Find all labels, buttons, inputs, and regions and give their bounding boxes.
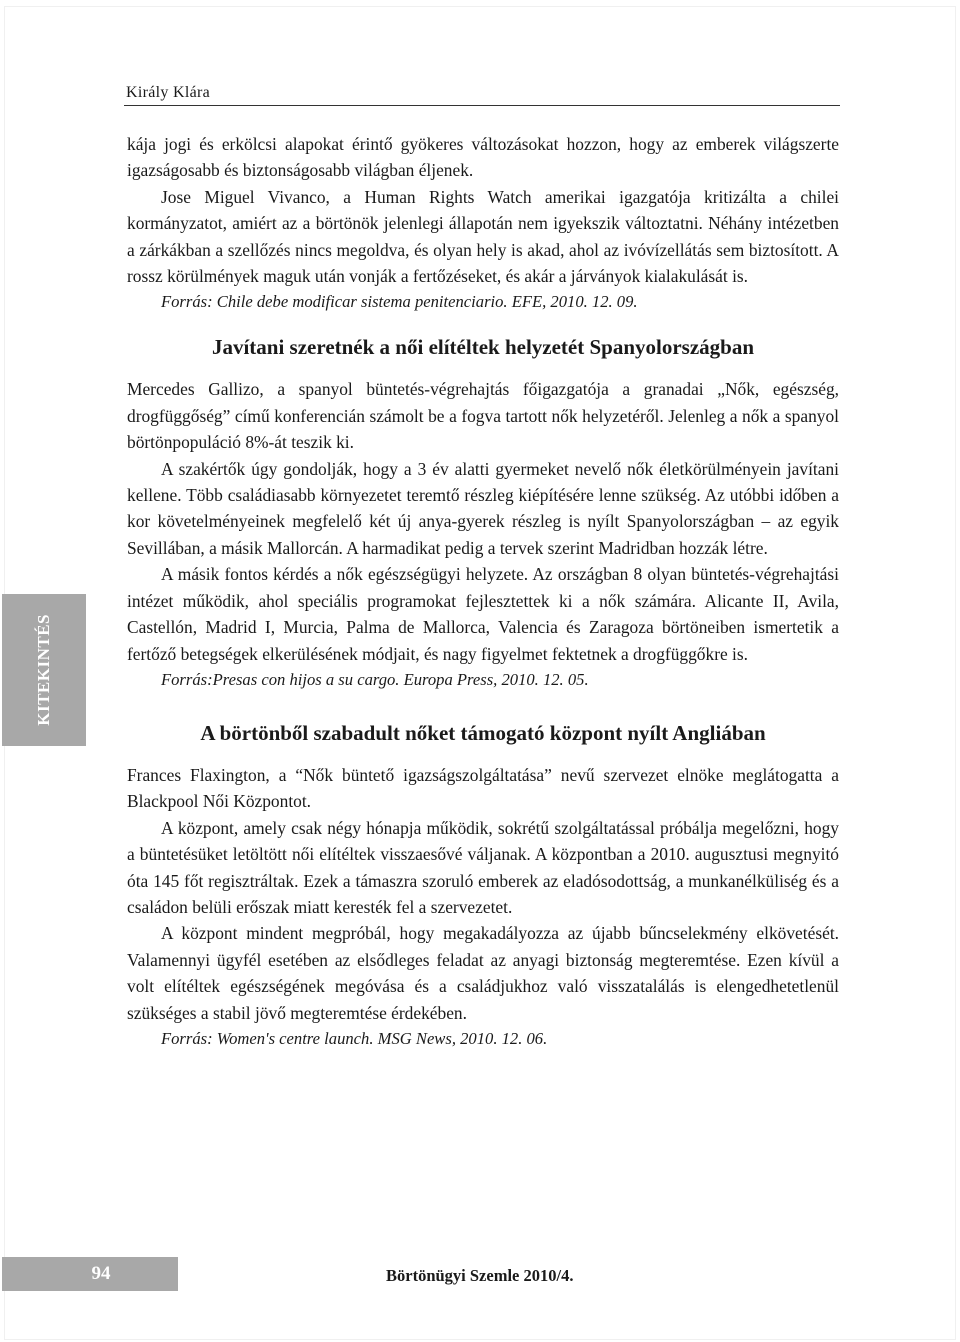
source-citation: Forrás: Women's centre launch. MSG News, 2010. 12. 06.	[161, 1028, 548, 1048]
body-paragraph: kája jogi és erkölcsi alapokat érintő gyökeres változásokat hozzon, hogy az emberek világszerte igazságosabb és biztonságosabb világban éljenek.	[127, 134, 839, 181]
body-paragraph: A másik fontos kérdés a nők egészségügyi helyzete. Az országban 8 olyan büntetés-végrehajtási intézet működik, ahol speciális programokat fejlesztettek ki a nők számára. Alicante II, Avila, Castellón, Madrid I, Murcia, Palma de Mallorca, Valencia és Zaragoza börtöneiben ismertetik a fertőző betegségek elkerülésének módjait, és nagy figyelmet fektetnek a drogfüggőkre is.	[127, 564, 839, 664]
body-paragraph: A szakértők úgy gondolják, hogy a 3 év alatti gyermeket nevelő nők életkörülményein javítani kellene. Több családiasabb környezetet teremtő részleg kiépítésére lenne szükség. Az utóbbi időben a kor követelményeinek megfelelő két új anya-gyerek részleg is nyílt Spanyolországban – az egyik Sevillában, a másik Mallorcán. A harmadikat pedig a tervek szerint Madridban hozzák létre.	[127, 458, 839, 558]
side-tab-label: KITEKINTÉS	[34, 614, 53, 726]
section-side-tab	[2, 594, 86, 746]
running-header-author: Király Klára	[126, 84, 211, 101]
page-number: 94	[91, 1263, 111, 1284]
body-paragraph: Frances Flaxington, a “Nők büntető igazságszolgáltatása” nevű szervezet elnöke meglátogatta a Blackpool Női Központot.	[127, 764, 839, 812]
body-paragraph: A központ mindent megpróbál, hogy megakadályozza az újabb bűncselekmény elkövetését. Valamennyi ügyfél esetében az elsődleges feladat az anyagi biztonság megteremtése. Ezen kívül a volt elítéltek egészségének megóvása és a családjukhoz való visszatalálás is elengedhetetlenül szükséges a stabil jövő megteremtése érdekében.	[127, 923, 839, 1023]
body-paragraph: A központ, amely csak négy hónapja működik, sokrétű szolgáltatással próbálja megelőzni, hogy a büntetésüket letöltött női elítéltek visszaesővé váljanak. A központban a 2010. augusztusi megnyitó óta 145 főt regisztráltak. Ezek a támaszra szoruló emberek az eladósodottság, a munkanélküliség és a családon belüli erőszak miatt keresték fel a szervezetet.	[127, 817, 839, 917]
body-paragraph: Jose Miguel Vivanco, a Human Rights Watch amerikai igazgatója kritizálta a chilei kormányzatot, amiért az a börtönök jelenlegi állapotán nem igyekszik változtatni. Néhány intézetben a zárkákban a szellőzés nincs megoldva, és olyan hely is akad, ahol az ivóvízellátás sem biztosított. A rossz körülmények maguk után vonják a fertőzéseket, és akár a járványok kialakulását is.	[127, 186, 839, 287]
chile-article-section	[127, 131, 839, 315]
england-article-section	[127, 721, 839, 1052]
article-heading: Javítani szeretnék a női elítéltek helyzetét Spanyolországban	[211, 335, 755, 360]
source-citation: Forrás:Presas con hijos a su cargo. Europa Press, 2010. 12. 05.	[161, 669, 589, 689]
article-heading: A börtönből szabadult nőket támogató központ nyílt Angliában	[200, 720, 766, 745]
source-citation: Forrás: Chile debe modificar sistema penitenciario. EFE, 2010. 12. 09.	[161, 292, 638, 312]
body-paragraph: Mercedes Gallizo, a spanyol büntetés-végrehajtás főigazgatója a granadai „Nők, egészség, drogfüggőség” című konferencián számolt be a fogva tartott nők helyzetéről. Jelenleg a nők a spanyol börtönpopuláció 8%-át teszik ki.	[127, 379, 839, 453]
header-rule	[124, 105, 840, 106]
spain-article-section	[127, 335, 839, 692]
article-body	[127, 131, 839, 1052]
journal-title: Börtönügyi Szemle 2010/4.	[386, 1266, 574, 1285]
